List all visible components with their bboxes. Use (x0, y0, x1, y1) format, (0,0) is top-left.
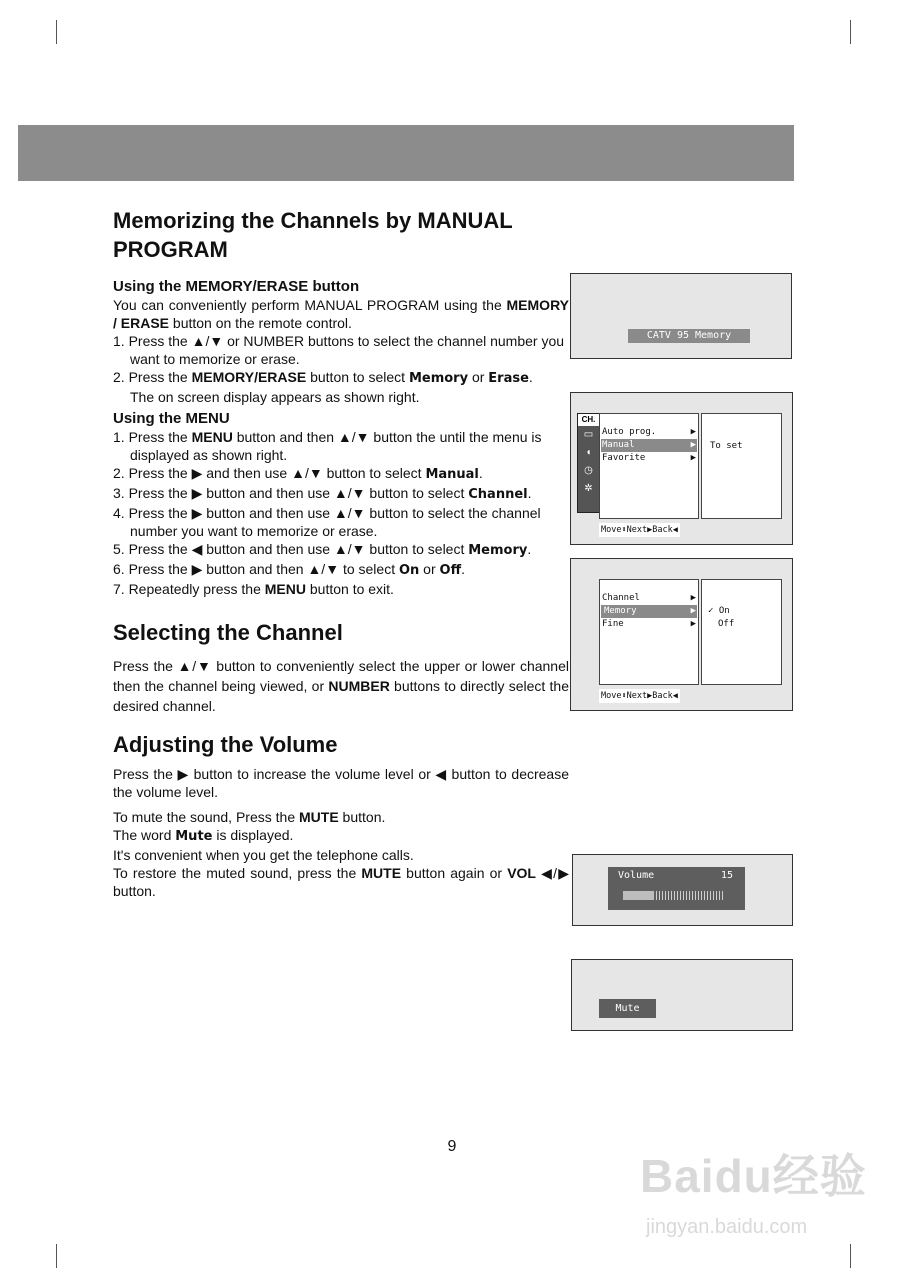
volume-body: Press the ▶ button to increase the volume level or ◀ button to decrease the volume level. (113, 766, 569, 800)
watermark-url: jingyan.baidu.com (646, 1216, 808, 1238)
menu-section (113, 410, 569, 598)
step: 1. Press the ▲/▼ or NUMBER buttons to select the channel number you want to memorize or erase. (113, 333, 565, 367)
selecting-heading: Selecting the Channel (113, 620, 343, 645)
step: 2. Press the MEMORY/ERASE button to select Memory or Erase. (113, 369, 533, 386)
step: 1. Press the MENU button and then ▲/▼ button the until the menu is displayed as shown right. (113, 429, 542, 463)
speaker-icon: ◖ (585, 447, 592, 458)
step-note: The on screen display appears as shown right. (130, 389, 420, 405)
volume-bar (623, 891, 725, 900)
crop-mark (850, 20, 851, 44)
watermark-logo: Baidu经验 (640, 1150, 867, 1202)
step: 6. Press the ▶ button and then ▲/▼ to select On or Off. (113, 561, 465, 578)
option-on: ✓ On (708, 606, 730, 616)
osd-memory-label: CATV 95 Memory (628, 329, 750, 343)
settings-icon: ✲ (584, 483, 593, 494)
step: 7. Repeatedly press the MENU button to exit. (113, 581, 394, 597)
osd-tab-ch: CH. (578, 414, 599, 426)
step: 3. Press the ▶ button and then use ▲/▼ button to select Channel. (113, 485, 532, 502)
step: 5. Press the ◀ button and then use ▲/▼ button to select Memory. (113, 541, 532, 558)
menu-item: Favorite ▶ (602, 453, 696, 463)
paragraph: It's convenient when you get the telephone calls. (113, 847, 414, 863)
osd-volume-screen (572, 854, 793, 926)
menu-item-selected: Memory ▶ (601, 605, 697, 618)
submenu-text: To set (710, 441, 743, 451)
osd-footer: Move⬍Next▶Back◀ (601, 691, 678, 701)
crop-mark (56, 1244, 57, 1268)
tv-icon: ▭ (583, 429, 594, 440)
volume-box (608, 867, 745, 910)
mute-section (113, 808, 569, 900)
paragraph: To restore the muted sound, press the MUTE button again or VOL ◀/▶ button. (113, 865, 570, 899)
crop-mark (56, 20, 57, 44)
option-off: Off (718, 619, 735, 629)
volume-label: Volume (618, 870, 655, 881)
section-heading: Using the MENU (113, 410, 230, 427)
volume-bar-fill (623, 891, 654, 900)
memory-erase-section (113, 278, 569, 406)
osd-menu-list (599, 413, 699, 519)
crop-mark (850, 1244, 851, 1268)
section-heading: Using the MEMORY/ERASE button (113, 278, 360, 295)
menu-item-selected: Manual ▶ (602, 440, 696, 450)
paragraph: To mute the sound, Press the MUTE button. (113, 809, 386, 825)
osd-submenu (701, 413, 782, 519)
osd-mute-screen (571, 959, 793, 1031)
menu-item: Fine ▶ (602, 619, 696, 629)
osd-menu-list (599, 579, 699, 685)
menu-item: Auto prog. ▶ (602, 427, 696, 437)
selecting-body: Press the ▲/▼ button to conveniently select the upper or lower channel then the channel being viewed, or NUMBER buttons to directly select the desired channel. (113, 658, 569, 714)
volume-heading: Adjusting the Volume (113, 732, 338, 757)
page-number: 9 (447, 1138, 457, 1155)
osd-icon-bar (577, 413, 600, 513)
paragraph: The word Mute is displayed. (113, 827, 294, 844)
osd-submenu (701, 579, 782, 685)
paragraph: You can conveniently perform MANUAL PROGRAM using the MEMORY / ERASE button on the remote control. (113, 297, 569, 331)
header-banner (18, 125, 794, 181)
volume-value: 15 (720, 870, 733, 881)
step: 4. Press the ▶ button and then use ▲/▼ button to select the channel number you want to memorize or erase. (113, 505, 541, 539)
osd-channel-menu (570, 392, 793, 545)
menu-item: Channel ▶ (602, 593, 696, 603)
mute-label: Mute (599, 999, 656, 1018)
osd-memory-screen (570, 273, 792, 359)
osd-manual-menu (570, 558, 793, 711)
osd-footer: Move⬍Next▶Back◀ (601, 525, 678, 535)
clock-icon: ◷ (584, 465, 593, 476)
page-title: Memorizing the Channels by MANUAL PROGRAM (113, 208, 513, 262)
step: 2. Press the ▶ and then use ▲/▼ button to select Manual. (113, 465, 483, 482)
